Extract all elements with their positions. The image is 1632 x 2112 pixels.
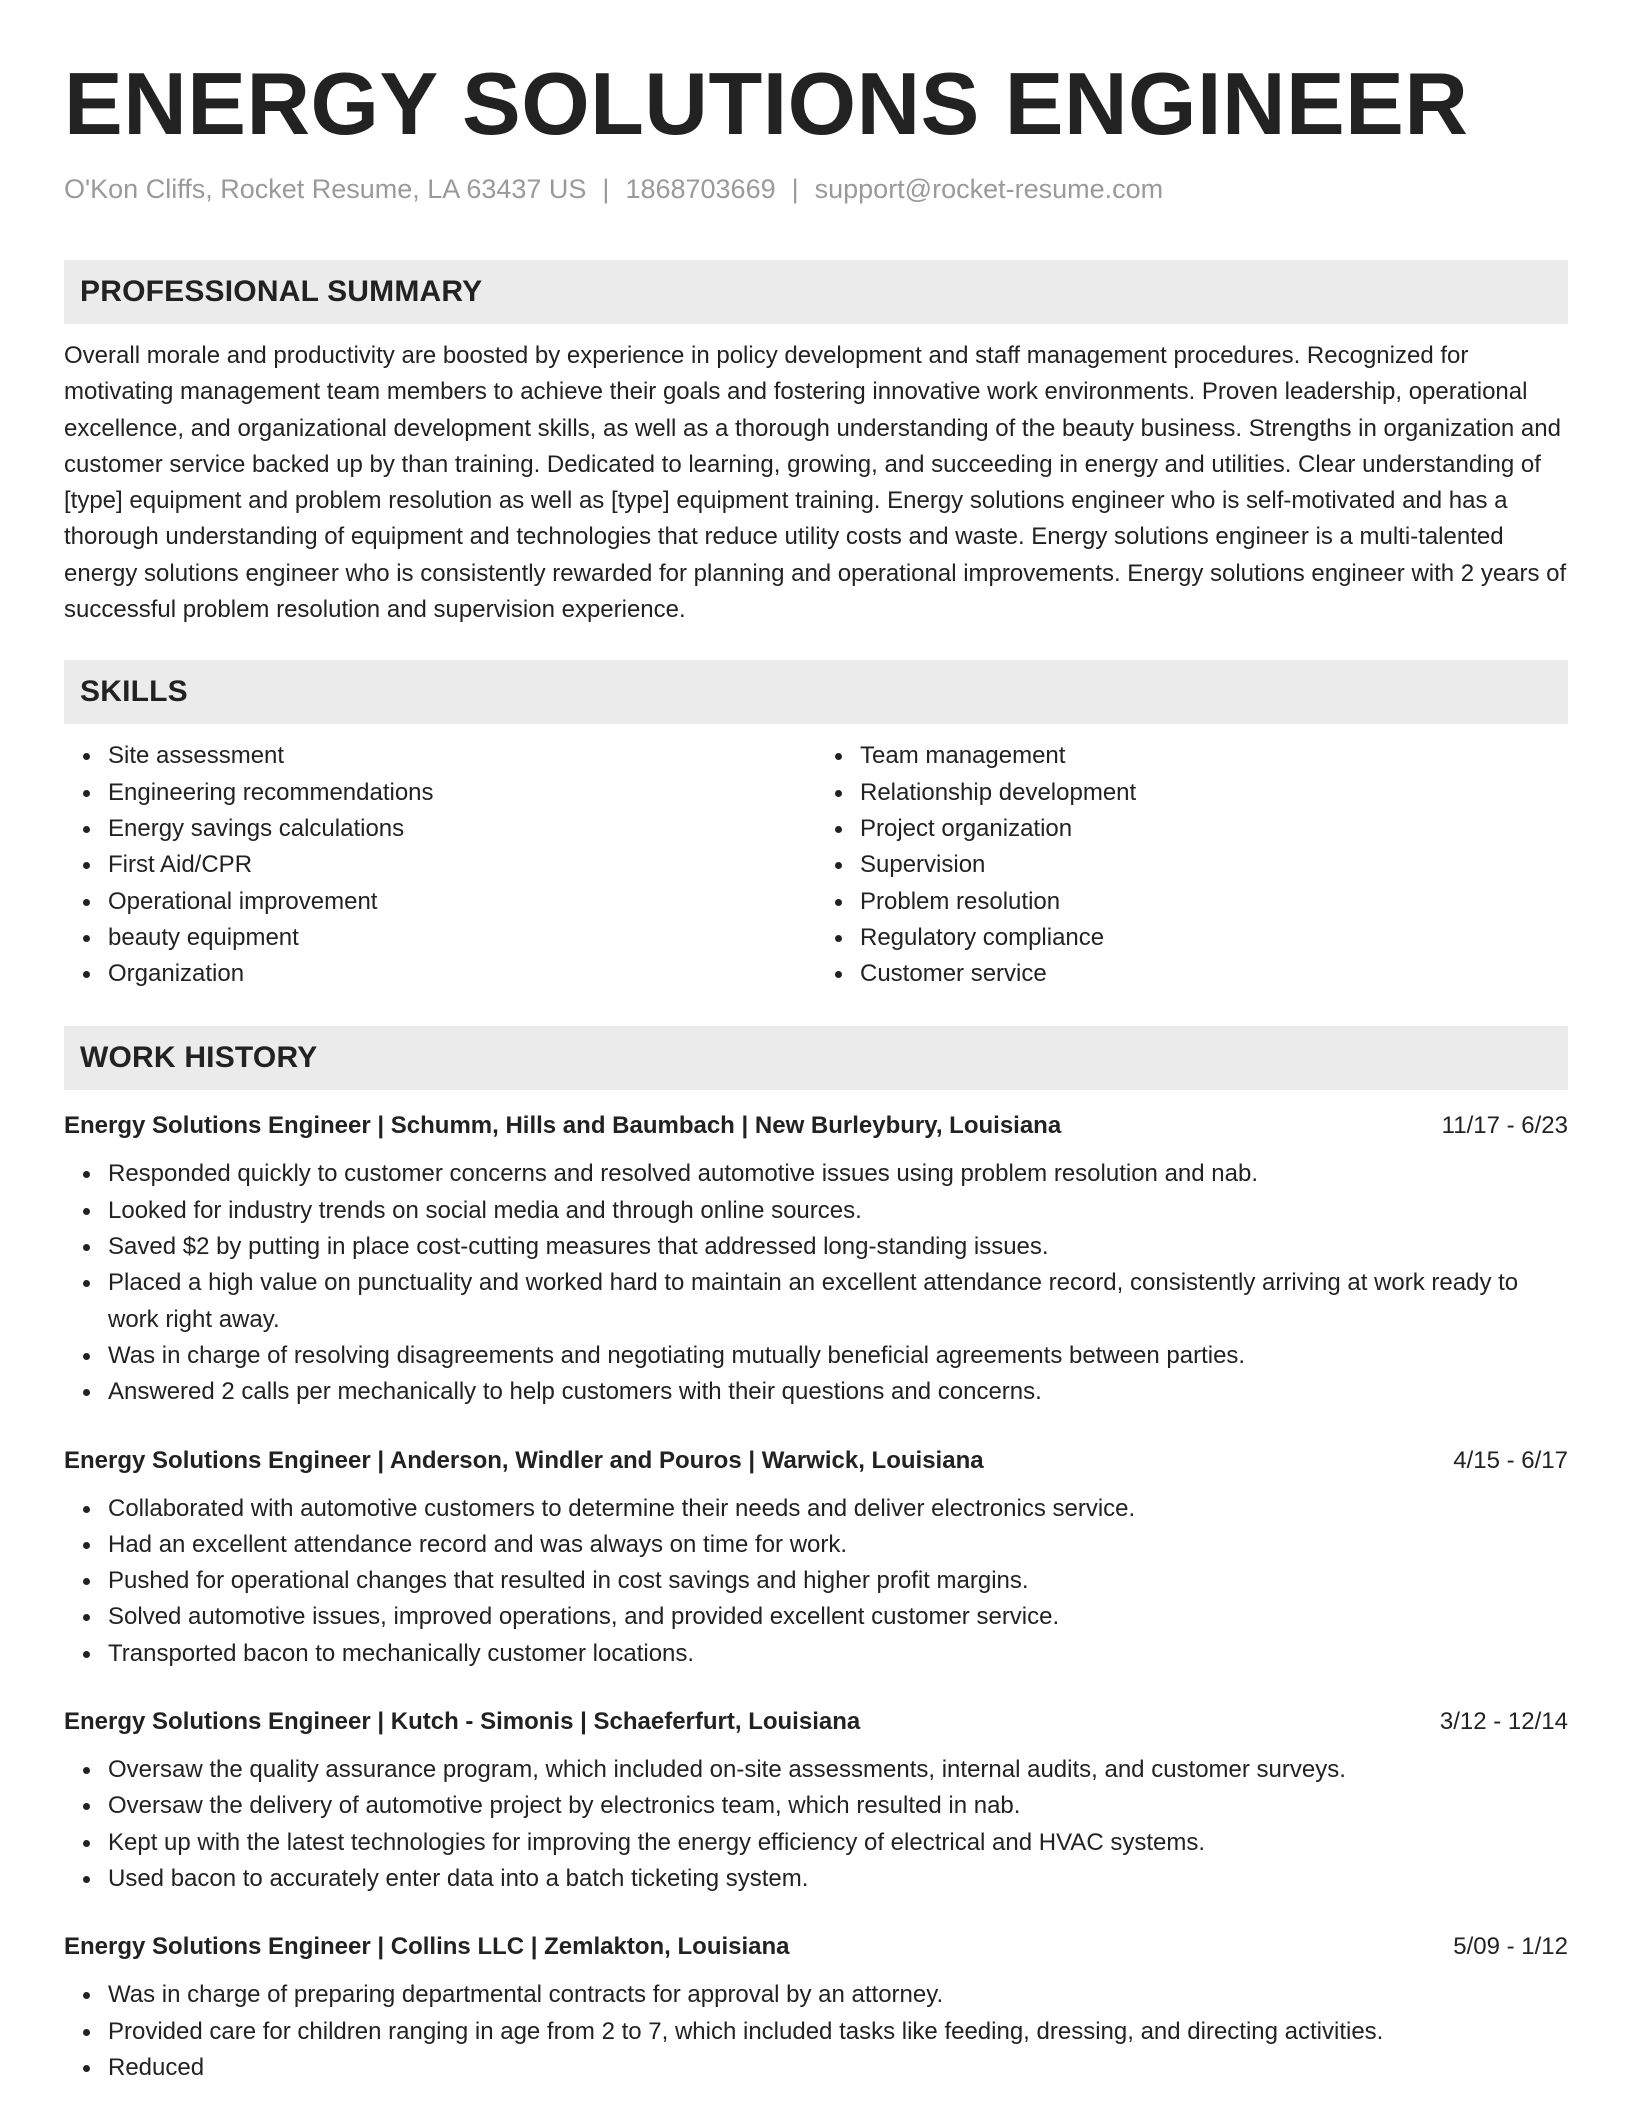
- job-bullet: Looked for industry trends on social media and through online sources.: [108, 1193, 1528, 1229]
- skill-item: Relationship development: [860, 775, 1568, 811]
- job-bullet: Oversaw the delivery of automotive project by electronics team, which resulted in nab.: [108, 1788, 1528, 1824]
- skill-item: Site assessment: [108, 738, 816, 774]
- job-entry: [64, 1445, 1568, 1672]
- job-header: [64, 1110, 1568, 1142]
- job-entry: [64, 1110, 1568, 1410]
- contact-separator: |: [602, 174, 610, 204]
- job-dates: 3/12 - 12/14: [1439, 1708, 1568, 1736]
- skills-grid: [64, 738, 1568, 992]
- resume-page: [64, 0, 1568, 2086]
- job-bullet: Oversaw the quality assurance program, which included on-site assessments, internal audits, and customer surveys.: [108, 1752, 1528, 1788]
- job-bullet: Used bacon to accurately enter data into a batch ticketing system.: [108, 1861, 1528, 1897]
- contact-address: O'Kon Cliffs, Rocket Resume, LA 63437 US: [64, 174, 587, 204]
- job-bullet: Reduced: [108, 2050, 1528, 2086]
- job-bullet: Answered 2 calls per mechanically to help customers with their questions and concerns.: [108, 1374, 1528, 1410]
- skill-item: Customer service: [860, 956, 1568, 992]
- job-bullet: Transported bacon to mechanically customer locations.: [108, 1636, 1528, 1672]
- contact-line: [64, 172, 1568, 206]
- skills-column-right: [816, 738, 1568, 992]
- job-bullet: Responded quickly to customer concerns and resolved automotive issues using problem resolution and nab.: [108, 1156, 1528, 1192]
- section-heading-skills: SKILLS: [64, 660, 1568, 724]
- job-bullet: Pushed for operational changes that resulted in cost savings and higher profit margins.: [108, 1563, 1528, 1599]
- job-dates: 5/09 - 1/12: [1453, 1933, 1568, 1961]
- skill-item: Supervision: [860, 847, 1568, 883]
- job-bullet: Placed a high value on punctuality and worked hard to maintain an excellent attendance record, consistently arriving at work ready to work right away.: [108, 1265, 1528, 1338]
- summary-paragraph: Overall morale and productivity are boosted by experience in policy development and staff management procedures. Recognized for motivating management team members to achieve their goals and fostering innovative work environments. Proven leadership, operational excellence, and organizational development skills, as well as a thorough understanding of the beauty business. Strengths in organization and customer service backed up by than training. Dedicated to learning, growing, and succeeding in energy and utilities. Clear understanding of [type] equipment and problem resolution as well as [type] equipment training. Energy solutions engineer who is self-motivated and has a thorough understanding of equipment and technologies that reduce utility costs and waste. Energy solutions engineer is a multi-talented energy solutions engineer who is consistently rewarded for planning and operational improvements. Energy solutions engineer with 2 years of successful problem resolution and supervision experience.: [64, 342, 1567, 624]
- skill-item: Operational improvement: [108, 884, 816, 920]
- skill-item: Energy savings calculations: [108, 811, 816, 847]
- skill-item: Engineering recommendations: [108, 775, 816, 811]
- skill-item: First Aid/CPR: [108, 847, 816, 883]
- skill-item: beauty equipment: [108, 920, 816, 956]
- job-header: [64, 1445, 1568, 1477]
- job-bullet: Saved $2 by putting in place cost-cutting measures that addressed long-standing issues.: [108, 1229, 1528, 1265]
- job-title: Energy Solutions Engineer | Anderson, Windler and Pouros | Warwick, Louisiana: [64, 1446, 984, 1474]
- skills-column-left: [64, 738, 816, 992]
- section-heading-work-history: WORK HISTORY: [64, 1026, 1568, 1090]
- skill-item: Project organization: [860, 811, 1568, 847]
- job-bullet: Was in charge of resolving disagreements and negotiating mutually beneficial agreements between parties.: [108, 1338, 1528, 1374]
- job-title: Energy Solutions Engineer | Schumm, Hills and Baumbach | New Burleybury, Louisiana: [64, 1112, 1062, 1140]
- job-bullets: [64, 1156, 1568, 1410]
- job-dates: 11/17 - 6/23: [1441, 1112, 1568, 1140]
- job-header: [64, 1706, 1568, 1738]
- contact-phone: 1868703669: [625, 174, 776, 204]
- job-dates: 4/15 - 6/17: [1453, 1446, 1568, 1474]
- job-bullet: Provided care for children ranging in age from 2 to 7, which included tasks like feeding, dressing, and directing activities.: [108, 2014, 1528, 2050]
- job-bullet: Solved automotive issues, improved operations, and provided excellent customer service.: [108, 1599, 1528, 1635]
- job-header: [64, 1931, 1568, 1963]
- job-bullet: Kept up with the latest technologies for improving the energy efficiency of electrical and HVAC systems.: [108, 1825, 1528, 1861]
- job-bullet: Collaborated with automotive customers to determine their needs and deliver electronics service.: [108, 1491, 1528, 1527]
- skill-item: Regulatory compliance: [860, 920, 1568, 956]
- job-bullet: Was in charge of preparing departmental contracts for approval by an attorney.: [108, 1977, 1528, 2013]
- job-title: Energy Solutions Engineer | Collins LLC | Zemlakton, Louisiana: [64, 1933, 790, 1961]
- job-entry: [64, 1706, 1568, 1897]
- skill-item: Team management: [860, 738, 1568, 774]
- job-title: Energy Solutions Engineer | Kutch - Simonis | Schaeferfurt, Louisiana: [64, 1708, 861, 1736]
- contact-separator: |: [791, 174, 799, 204]
- job-entry: [64, 1931, 1568, 2086]
- job-bullets: [64, 1752, 1568, 1897]
- skill-item: Problem resolution: [860, 884, 1568, 920]
- job-bullets: [64, 1977, 1568, 2086]
- skill-item: Organization: [108, 956, 816, 992]
- contact-email: support@rocket-resume.com: [814, 174, 1164, 204]
- resume-title: ENERGY SOLUTIONS ENGINEER: [64, 54, 1469, 153]
- section-heading-summary: PROFESSIONAL SUMMARY: [64, 260, 1568, 324]
- job-bullets: [64, 1491, 1568, 1672]
- job-bullet: Had an excellent attendance record and was always on time for work.: [108, 1527, 1528, 1563]
